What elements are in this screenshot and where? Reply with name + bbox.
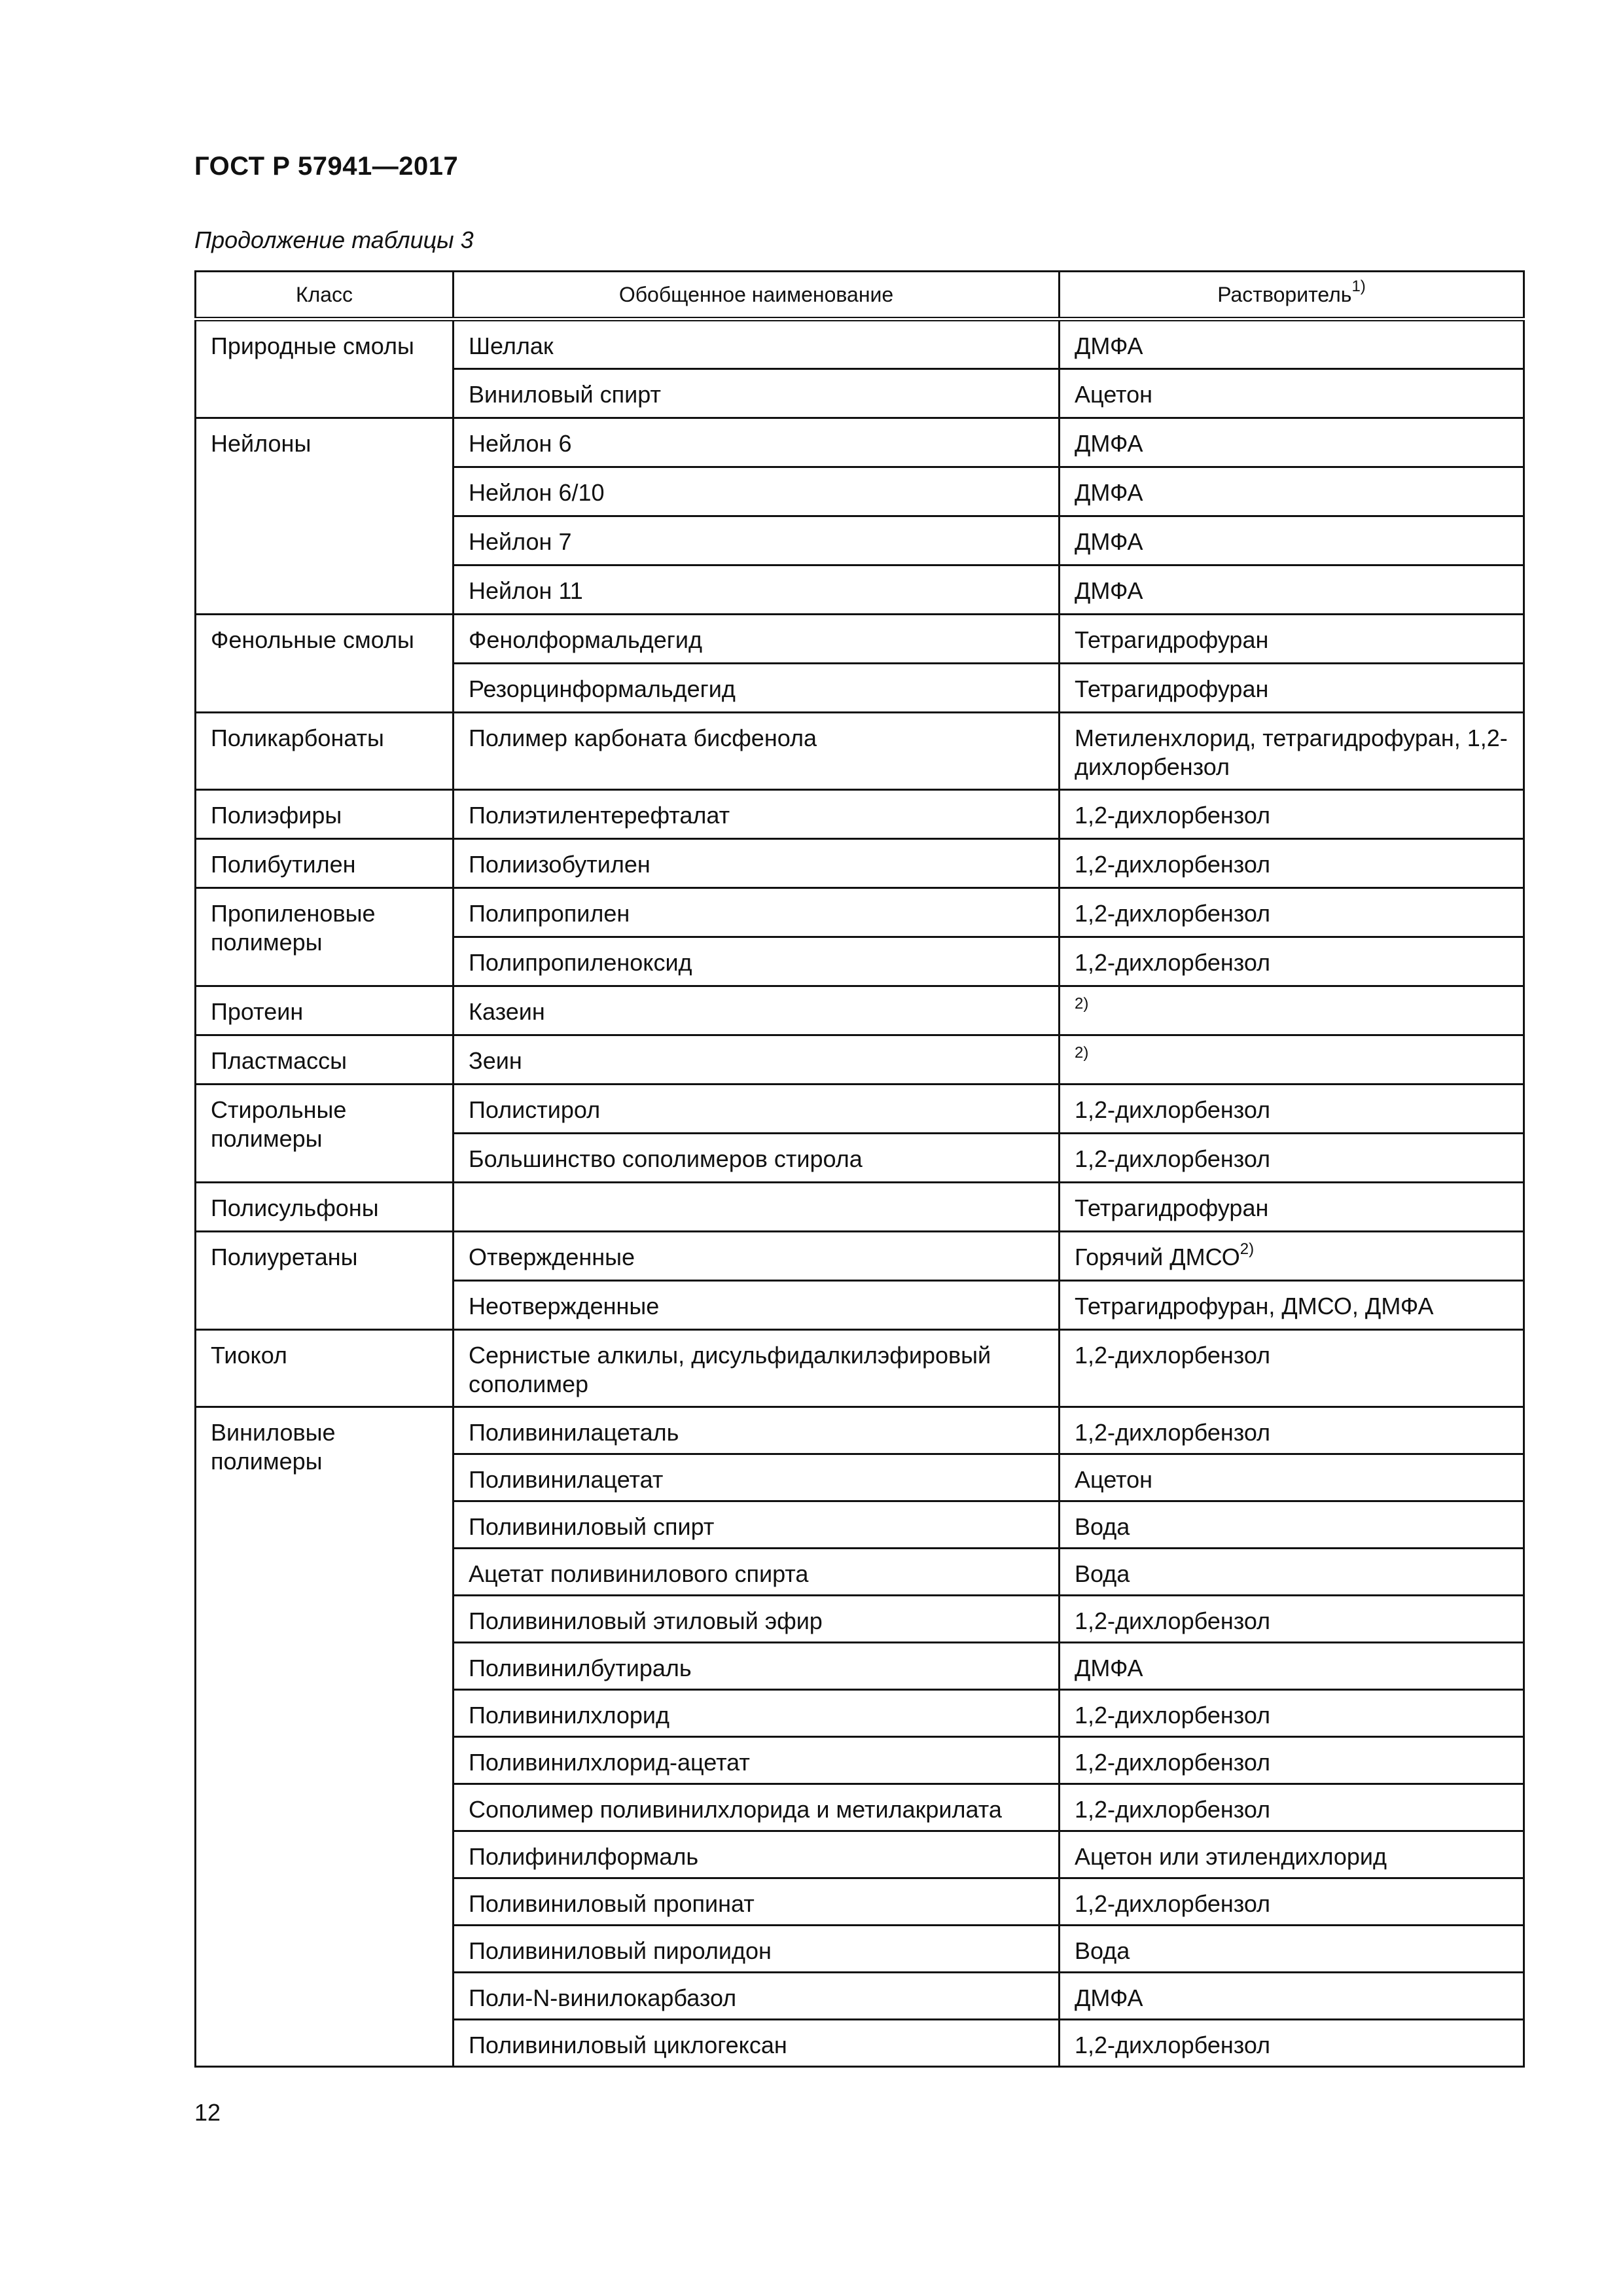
solvent-text: ДМФА xyxy=(1075,332,1143,359)
solvent-text: Тетрагидрофуран xyxy=(1075,675,1269,702)
name-cell: Нейлон 7 xyxy=(454,516,1060,565)
class-cell: Полибутилен xyxy=(196,839,454,888)
solvent-text: 1,2-дихлорбензол xyxy=(1075,802,1271,829)
solvent-text: Вода xyxy=(1075,1937,1130,1964)
name-cell: Поливиниловый спирт xyxy=(454,1501,1060,1549)
solvent-cell xyxy=(1060,839,1524,888)
name-cell: Полиэтилентерефталат xyxy=(454,790,1060,839)
name-cell: Большинство сополимеров стирола xyxy=(454,1134,1060,1183)
table-row xyxy=(196,986,1524,1035)
table-row xyxy=(196,1407,1524,1454)
table-row xyxy=(196,1232,1524,1281)
solvent-text: ДМФА xyxy=(1075,528,1143,555)
class-cell: Пропиленовые полимеры xyxy=(196,888,454,986)
header-class: Класс xyxy=(196,272,454,319)
solvent-text: 1,2-дихлорбензол xyxy=(1075,1342,1271,1369)
class-cell: Нейлоны xyxy=(196,418,454,615)
solvent-cell xyxy=(1060,1232,1524,1281)
class-cell: Пластмассы xyxy=(196,1035,454,1085)
solvent-text: Ацетон xyxy=(1075,381,1153,408)
solvent-text: 1,2-дихлорбензол xyxy=(1075,1607,1271,1634)
class-cell: Поликарбонаты xyxy=(196,713,454,790)
table-row xyxy=(196,888,1524,937)
solvent-cell xyxy=(1060,516,1524,565)
name-cell xyxy=(454,1183,1060,1232)
solvent-cell xyxy=(1060,937,1524,986)
solvent-cell xyxy=(1060,1973,1524,2020)
name-cell: Казеин xyxy=(454,986,1060,1035)
solvent-cell xyxy=(1060,1926,1524,1973)
solvent-cell xyxy=(1060,1690,1524,1737)
solvent-cell xyxy=(1060,986,1524,1035)
solvent-text: 1,2-дихлорбензол xyxy=(1075,1890,1271,1917)
solvent-cell xyxy=(1060,1737,1524,1784)
table-header-row xyxy=(196,272,1524,319)
solvent-text: 1,2-дихлорбензол xyxy=(1075,851,1271,878)
table-row xyxy=(196,713,1524,790)
name-cell: Поливиниловый этиловый эфир xyxy=(454,1596,1060,1643)
solvent-text: ДМФА xyxy=(1075,430,1143,457)
header-solvent: Растворитель$^{1)}$ xyxy=(1060,272,1524,319)
name-cell: Зеин xyxy=(454,1035,1060,1085)
solvent-text: 1,2-дихлорбензол xyxy=(1075,1419,1271,1446)
solvent-cell xyxy=(1060,2020,1524,2067)
table-row xyxy=(196,839,1524,888)
name-cell: Поливиниловый пиролидон xyxy=(454,1926,1060,1973)
name-cell: Полипропилен xyxy=(454,888,1060,937)
solvent-text: ДМФА xyxy=(1075,577,1143,604)
class-cell: Полиуретаны xyxy=(196,1232,454,1330)
name-cell: Сополимер поливинилхлорида и метилакрилата xyxy=(454,1784,1060,1831)
name-cell: Полистирол xyxy=(454,1085,1060,1134)
name-cell: Шеллак xyxy=(454,319,1060,369)
solvent-cell xyxy=(1060,1134,1524,1183)
table-row xyxy=(196,319,1524,369)
name-cell: Полифинилформаль xyxy=(454,1831,1060,1878)
solvent-cell xyxy=(1060,319,1524,369)
table-row xyxy=(196,615,1524,664)
name-cell: Полипропиленоксид xyxy=(454,937,1060,986)
solvent-text: 1,2-дихлорбензол xyxy=(1075,949,1271,976)
solvent-text: 1,2-дихлорбензол xyxy=(1075,2032,1271,2058)
name-cell: Поливинилацеталь xyxy=(454,1407,1060,1454)
solvent-text: Ацетон xyxy=(1075,1466,1153,1493)
table-row xyxy=(196,790,1524,839)
table-row xyxy=(196,1035,1524,1085)
solvent-cell xyxy=(1060,1183,1524,1232)
class-cell: Природные смолы xyxy=(196,319,454,418)
solvent-table xyxy=(194,270,1525,2068)
solvent-text: Тетрагидрофуран xyxy=(1075,1194,1269,1221)
solvent-text: 1,2-дихлорбензол xyxy=(1075,1145,1271,1172)
name-cell: Поливинилацетат xyxy=(454,1454,1060,1501)
solvent-cell xyxy=(1060,467,1524,516)
solvent-cell xyxy=(1060,1596,1524,1643)
name-cell: Нейлон 6/10 xyxy=(454,467,1060,516)
solvent-cell xyxy=(1060,1643,1524,1690)
table-row xyxy=(196,1183,1524,1232)
solvent-cell xyxy=(1060,1085,1524,1134)
solvent-text: 1,2-дихлорбензол xyxy=(1075,1749,1271,1776)
table-body xyxy=(196,319,1524,2067)
document-code: ГОСТ Р 57941—2017 xyxy=(194,152,459,181)
name-cell: Ацетат поливинилового спирта xyxy=(454,1549,1060,1596)
table-row xyxy=(196,1085,1524,1134)
name-cell: Поливиниловый пропинат xyxy=(454,1878,1060,1926)
solvent-cell xyxy=(1060,1035,1524,1085)
class-cell: Полиэфиры xyxy=(196,790,454,839)
class-cell: Виниловые полимеры xyxy=(196,1407,454,2067)
solvent-cell xyxy=(1060,790,1524,839)
name-cell: Полиизобутилен xyxy=(454,839,1060,888)
solvent-cell xyxy=(1060,369,1524,418)
table-row xyxy=(196,1330,1524,1407)
name-cell: Отвержденные xyxy=(454,1232,1060,1281)
solvent-text: Вода xyxy=(1075,1560,1130,1587)
class-cell: Протеин xyxy=(196,986,454,1035)
name-cell: Нейлон 11 xyxy=(454,565,1060,615)
solvent-cell xyxy=(1060,888,1524,937)
solvent-text: Метиленхлорид, тетрагидрофуран, 1,2-дихлорбензол xyxy=(1075,725,1508,780)
solvent-cell xyxy=(1060,713,1524,790)
class-cell: Стирольные полимеры xyxy=(196,1085,454,1183)
name-cell: Фенолформальдегид xyxy=(454,615,1060,664)
solvent-cell xyxy=(1060,1878,1524,1926)
solvent-text: Тетрагидрофуран, ДМСО, ДМФА xyxy=(1075,1293,1434,1319)
name-cell: Сернистые алкилы, дисульфидалкилэфировый сополимер xyxy=(454,1330,1060,1407)
solvent-text: ДМФА xyxy=(1075,479,1143,506)
solvent-cell xyxy=(1060,615,1524,664)
solvent-cell xyxy=(1060,565,1524,615)
solvent-text: Горячий ДМСО xyxy=(1075,1244,1240,1270)
solvent-text: 1,2-дихлорбензол xyxy=(1075,1796,1271,1823)
solvent-text: ДМФА xyxy=(1075,1655,1143,1681)
table-row xyxy=(196,418,1524,467)
footnote-marker: 2) xyxy=(1075,1044,1089,1062)
table-caption: Продолжение таблицы 3 xyxy=(194,226,474,253)
solvent-cell xyxy=(1060,418,1524,467)
footnote-marker: 1) xyxy=(1351,278,1366,296)
solvent-text: Ацетон или этилендихлорид xyxy=(1075,1843,1387,1870)
class-cell: Тиокол xyxy=(196,1330,454,1407)
solvent-text: 1,2-дихлорбензол xyxy=(1075,1096,1271,1123)
solvent-cell xyxy=(1060,1407,1524,1454)
name-cell: Поливинилхлорид-ацетат xyxy=(454,1737,1060,1784)
solvent-cell xyxy=(1060,1454,1524,1501)
solvent-cell xyxy=(1060,1330,1524,1407)
solvent-cell xyxy=(1060,664,1524,713)
footnote-marker: 2) xyxy=(1240,1240,1255,1258)
solvent-text: Вода xyxy=(1075,1513,1130,1540)
name-cell: Резорцинформальдегид xyxy=(454,664,1060,713)
name-cell: Поли-N-винилокарбазол xyxy=(454,1973,1060,2020)
name-cell: Полимер карбоната бисфенола xyxy=(454,713,1060,790)
name-cell: Виниловый спирт xyxy=(454,369,1060,418)
solvent-cell xyxy=(1060,1281,1524,1330)
solvent-cell xyxy=(1060,1784,1524,1831)
solvent-text: 1,2-дихлорбензол xyxy=(1075,900,1271,927)
header-name: Обобщенное наименование xyxy=(454,272,1060,319)
name-cell: Поливиниловый циклогексан xyxy=(454,2020,1060,2067)
solvent-cell xyxy=(1060,1501,1524,1549)
name-cell: Поливинилхлорид xyxy=(454,1690,1060,1737)
class-cell: Полисульфоны xyxy=(196,1183,454,1232)
solvent-cell xyxy=(1060,1831,1524,1878)
solvent-text: Тетрагидрофуран xyxy=(1075,626,1269,653)
solvent-cell xyxy=(1060,1549,1524,1596)
solvent-text: 1,2-дихлорбензол xyxy=(1075,1702,1271,1729)
name-cell: Нейлон 6 xyxy=(454,418,1060,467)
footnote-marker: 2) xyxy=(1075,995,1089,1013)
class-cell: Фенольные смолы xyxy=(196,615,454,713)
page-number: 12 xyxy=(194,2099,221,2126)
solvent-text: ДМФА xyxy=(1075,1984,1143,2011)
name-cell: Неотвержденные xyxy=(454,1281,1060,1330)
name-cell: Поливинилбутираль xyxy=(454,1643,1060,1690)
